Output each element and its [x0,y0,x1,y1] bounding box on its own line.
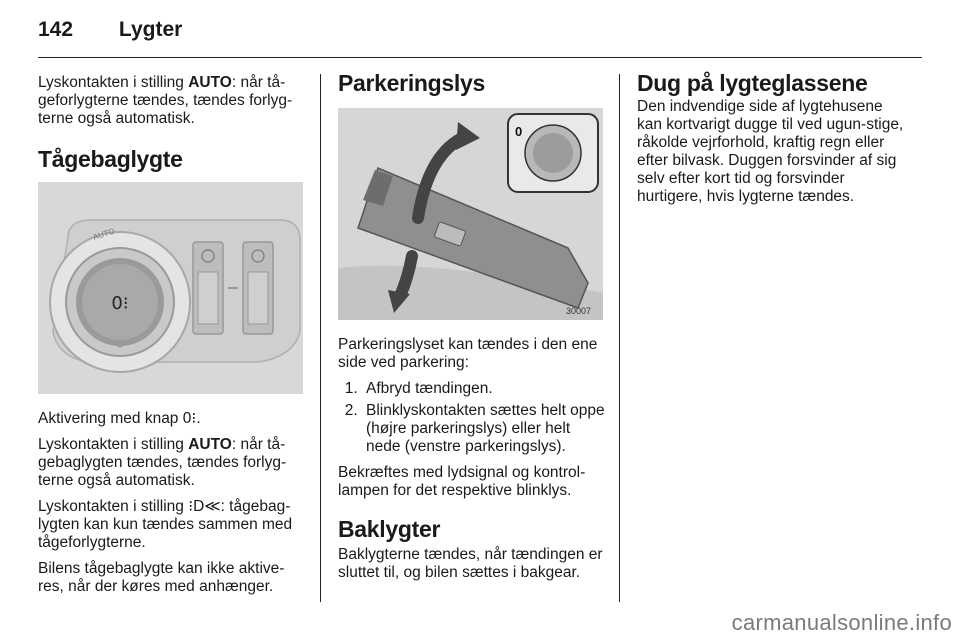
condensation-paragraph: Den indvendige side af lygtehusene kan kortvarigt dugge til ved ugun-stige, råkolde vejrforhold, kraftig regn eller efter bilvask. Duggen forsvinder af sig selv efter kort tid og forsvinder hurtigere, hvis lygterne tændes. [637,98,904,205]
section-title-fog-rear: Tågebaglygte [38,146,183,172]
parking-intro: Parkeringslyset kan tændes i den ene side ved parkering: [338,336,598,371]
light-switch-figure [38,182,303,394]
activation-paragraph: Aktivering med knap 0⁝. [38,410,201,427]
trailer-paragraph: Bilens tågebaglygte kan ikke aktive-res, når der køres med anhænger. [38,560,285,595]
page-number: 142 [38,18,74,41]
figure-number: 30007 [566,306,592,316]
front-fog-icon: ⁝D≪ [188,498,221,515]
list-item: 1. Afbryd tændingen. [362,380,606,398]
confirm-paragraph: Bekræftes med lydsignal og kontrol-lampen for det respektive blinklys. [338,464,586,499]
position-zero-icon: 0 [515,124,523,139]
column-1 [38,74,306,604]
column-2 [338,70,606,590]
column-divider [619,74,620,602]
page-header [38,18,182,42]
column-divider [320,74,321,602]
indicator-stalk-figure [338,108,603,320]
figure-label-auto: AUTO [91,226,116,242]
column-3 [637,70,905,214]
section-title-condensation: Dug på lygteglassene [637,70,868,96]
header-rule [38,57,922,58]
fog-icon: 0⁝ [111,293,129,314]
page-title: Lygter [118,18,183,41]
rear-fog-icon: 0⁝ [182,410,197,427]
parking-steps [338,380,606,456]
intro-paragraph: Lyskontakten i stilling AUTO: når tå-geforlygterne tændes, tændes forlyg-terne også automatisk. [38,74,293,127]
reverse-paragraph: Baklygterne tændes, når tændingen er sluttet til, og bilen sættes i bakgear. [338,546,603,581]
watermark: carmanualsonline.info [731,610,952,635]
section-title-reverse: Baklygter [338,516,441,542]
section-title-parking: Parkeringslys [338,70,485,96]
low-beam-paragraph: Lyskontakten i stilling ⁝D≪: tågebag-lygten kan kun tændes sammen med tågeforlygterne. [38,498,293,551]
list-item: 2. Blinklyskontakten sættes helt oppe (højre parkeringslys) eller helt nede (venstre parkeringslys). [362,402,606,456]
auto-paragraph: Lyskontakten i stilling AUTO: når tå-gebaglygten tændes, tændes forlyg-terne også automatisk. [38,436,287,489]
